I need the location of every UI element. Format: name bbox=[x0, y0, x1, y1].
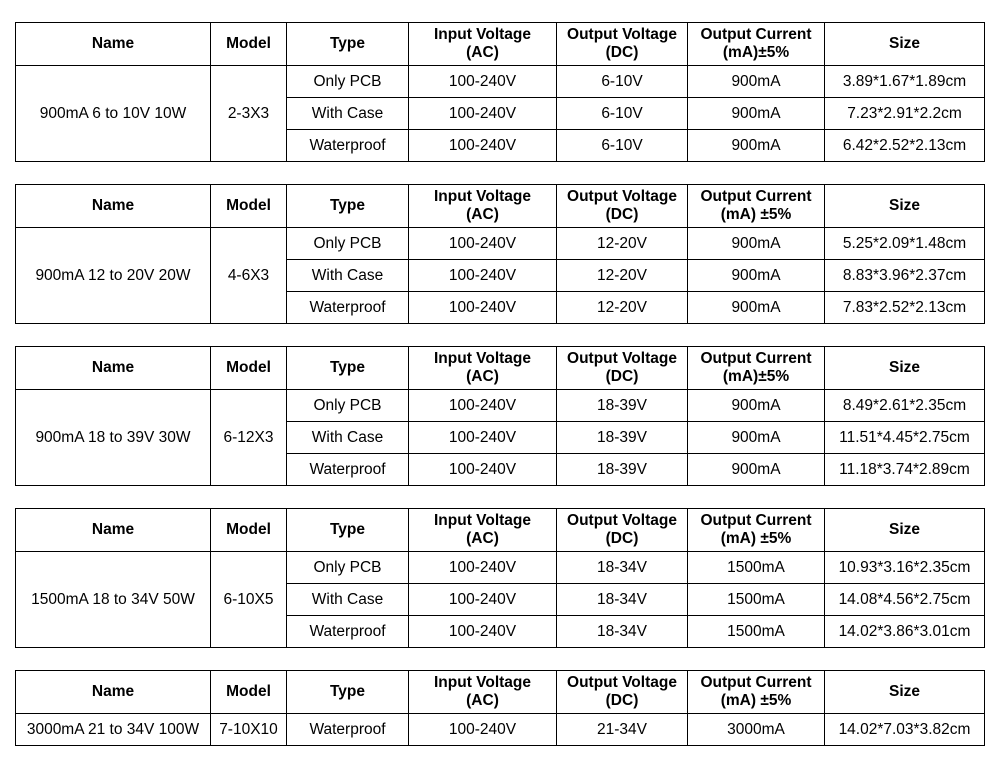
size-cell: 8.49*2.61*2.35cm bbox=[825, 390, 985, 422]
input-voltage-cell: 100-240V bbox=[409, 260, 557, 292]
header-name: Name bbox=[16, 23, 211, 66]
header-output-voltage bbox=[557, 347, 688, 390]
header-model: Model bbox=[211, 347, 287, 390]
header-model: Model bbox=[211, 23, 287, 66]
header-input-voltage-line2: (AC) bbox=[466, 44, 499, 61]
header-input-voltage-line2: (AC) bbox=[466, 530, 499, 547]
output-current-cell: 900mA bbox=[688, 390, 825, 422]
product-model: 4-6X3 bbox=[211, 228, 287, 324]
header-output-voltage-line1: Output Voltage bbox=[567, 188, 677, 205]
output-current-cell: 1500mA bbox=[688, 616, 825, 648]
header-output-current bbox=[688, 509, 825, 552]
type-cell: Only PCB bbox=[287, 66, 409, 98]
product-name: 900mA 12 to 20V 20W bbox=[16, 228, 211, 324]
input-voltage-cell: 100-240V bbox=[409, 454, 557, 486]
size-cell: 5.25*2.09*1.48cm bbox=[825, 228, 985, 260]
header-row bbox=[16, 185, 985, 228]
product-name: 1500mA 18 to 34V 50W bbox=[16, 552, 211, 648]
header-input-voltage bbox=[409, 23, 557, 66]
type-cell: Waterproof bbox=[287, 454, 409, 486]
size-cell: 8.83*3.96*2.37cm bbox=[825, 260, 985, 292]
header-type: Type bbox=[287, 185, 409, 228]
header-row bbox=[16, 671, 985, 714]
size-cell: 7.83*2.52*2.13cm bbox=[825, 292, 985, 324]
input-voltage-cell: 100-240V bbox=[409, 228, 557, 260]
header-type: Type bbox=[287, 23, 409, 66]
header-input-voltage-line1: Input Voltage bbox=[433, 350, 531, 367]
output-current-cell: 1500mA bbox=[688, 584, 825, 616]
input-voltage-cell: 100-240V bbox=[409, 584, 557, 616]
header-output-current-line2: (mA)±5% bbox=[722, 44, 790, 61]
header-type: Type bbox=[287, 347, 409, 390]
header-output-voltage-line1: Output Voltage bbox=[567, 350, 677, 367]
output-voltage-cell: 6-10V bbox=[557, 66, 688, 98]
output-voltage-cell: 12-20V bbox=[557, 260, 688, 292]
header-name: Name bbox=[16, 185, 211, 228]
type-cell: With Case bbox=[287, 260, 409, 292]
input-voltage-cell: 100-240V bbox=[409, 616, 557, 648]
type-cell: With Case bbox=[287, 584, 409, 616]
product-model: 6-10X5 bbox=[211, 552, 287, 648]
output-current-cell: 900mA bbox=[688, 66, 825, 98]
output-voltage-cell: 6-10V bbox=[557, 130, 688, 162]
size-cell: 6.42*2.52*2.13cm bbox=[825, 130, 985, 162]
header-output-voltage-line2: (DC) bbox=[605, 206, 639, 223]
output-current-cell: 3000mA bbox=[688, 714, 825, 746]
output-voltage-cell: 18-34V bbox=[557, 552, 688, 584]
header-input-voltage bbox=[409, 347, 557, 390]
table-row bbox=[16, 390, 985, 422]
header-output-voltage-line2: (DC) bbox=[605, 368, 639, 385]
product-name: 3000mA 21 to 34V 100W bbox=[16, 714, 211, 746]
type-cell: Waterproof bbox=[287, 714, 409, 746]
header-name: Name bbox=[16, 671, 211, 714]
header-output-voltage-line1: Output Voltage bbox=[567, 674, 677, 691]
size-cell: 11.51*4.45*2.75cm bbox=[825, 422, 985, 454]
header-input-voltage bbox=[409, 185, 557, 228]
product-model: 2-3X3 bbox=[211, 66, 287, 162]
header-model: Model bbox=[211, 671, 287, 714]
output-voltage-cell: 12-20V bbox=[557, 292, 688, 324]
size-cell: 3.89*1.67*1.89cm bbox=[825, 66, 985, 98]
header-input-voltage-line1: Input Voltage bbox=[433, 26, 531, 43]
header-model: Model bbox=[211, 509, 287, 552]
spec-table-1 bbox=[15, 22, 985, 162]
header-type: Type bbox=[287, 671, 409, 714]
input-voltage-cell: 100-240V bbox=[409, 422, 557, 454]
header-input-voltage-line2: (AC) bbox=[466, 206, 499, 223]
input-voltage-cell: 100-240V bbox=[409, 390, 557, 422]
type-cell: With Case bbox=[287, 422, 409, 454]
table-row bbox=[16, 228, 985, 260]
input-voltage-cell: 100-240V bbox=[409, 98, 557, 130]
header-output-voltage-line2: (DC) bbox=[605, 44, 639, 61]
header-output-current-line1: Output Current bbox=[700, 188, 812, 205]
output-current-cell: 900mA bbox=[688, 130, 825, 162]
size-cell: 14.02*7.03*3.82cm bbox=[825, 714, 985, 746]
input-voltage-cell: 100-240V bbox=[409, 130, 557, 162]
size-cell: 14.02*3.86*3.01cm bbox=[825, 616, 985, 648]
header-output-voltage bbox=[557, 23, 688, 66]
header-input-voltage-line1: Input Voltage bbox=[433, 674, 531, 691]
header-output-voltage-line2: (DC) bbox=[605, 530, 639, 547]
type-cell: With Case bbox=[287, 98, 409, 130]
type-cell: Only PCB bbox=[287, 228, 409, 260]
output-voltage-cell: 6-10V bbox=[557, 98, 688, 130]
product-model: 6-12X3 bbox=[211, 390, 287, 486]
type-cell: Waterproof bbox=[287, 292, 409, 324]
header-size: Size bbox=[825, 347, 985, 390]
header-output-current-line2: (mA)±5% bbox=[722, 368, 790, 385]
input-voltage-cell: 100-240V bbox=[409, 714, 557, 746]
header-input-voltage-line2: (AC) bbox=[466, 368, 499, 385]
table-row bbox=[16, 66, 985, 98]
header-output-current-line1: Output Current bbox=[700, 674, 812, 691]
header-output-current bbox=[688, 185, 825, 228]
product-name: 900mA 6 to 10V 10W bbox=[16, 66, 211, 162]
header-output-current-line2: (mA) ±5% bbox=[720, 530, 792, 547]
header-size: Size bbox=[825, 23, 985, 66]
header-row bbox=[16, 509, 985, 552]
header-output-current-line2: (mA) ±5% bbox=[720, 206, 792, 223]
header-output-current bbox=[688, 671, 825, 714]
header-name: Name bbox=[16, 509, 211, 552]
product-name: 900mA 18 to 39V 30W bbox=[16, 390, 211, 486]
input-voltage-cell: 100-240V bbox=[409, 292, 557, 324]
product-model: 7-10X10 bbox=[211, 714, 287, 746]
output-current-cell: 900mA bbox=[688, 292, 825, 324]
header-output-current bbox=[688, 347, 825, 390]
size-cell: 14.08*4.56*2.75cm bbox=[825, 584, 985, 616]
input-voltage-cell: 100-240V bbox=[409, 552, 557, 584]
header-row bbox=[16, 23, 985, 66]
spec-table-5 bbox=[15, 670, 985, 746]
header-output-current-line1: Output Current bbox=[700, 350, 812, 367]
header-row bbox=[16, 347, 985, 390]
header-input-voltage-line2: (AC) bbox=[466, 692, 499, 709]
header-input-voltage bbox=[409, 671, 557, 714]
output-voltage-cell: 18-39V bbox=[557, 390, 688, 422]
output-voltage-cell: 18-39V bbox=[557, 422, 688, 454]
spec-table-3 bbox=[15, 346, 985, 486]
header-output-voltage bbox=[557, 509, 688, 552]
header-output-voltage-line2: (DC) bbox=[605, 692, 639, 709]
output-voltage-cell: 21-34V bbox=[557, 714, 688, 746]
header-size: Size bbox=[825, 671, 985, 714]
output-voltage-cell: 18-34V bbox=[557, 616, 688, 648]
header-size: Size bbox=[825, 509, 985, 552]
output-voltage-cell: 18-39V bbox=[557, 454, 688, 486]
output-current-cell: 900mA bbox=[688, 228, 825, 260]
output-voltage-cell: 12-20V bbox=[557, 228, 688, 260]
table-row bbox=[16, 552, 985, 584]
header-output-voltage-line1: Output Voltage bbox=[567, 26, 677, 43]
size-cell: 7.23*2.91*2.2cm bbox=[825, 98, 985, 130]
header-name: Name bbox=[16, 347, 211, 390]
type-cell: Waterproof bbox=[287, 130, 409, 162]
header-output-voltage bbox=[557, 185, 688, 228]
output-current-cell: 900mA bbox=[688, 422, 825, 454]
output-current-cell: 900mA bbox=[688, 98, 825, 130]
header-size: Size bbox=[825, 185, 985, 228]
spec-table-4 bbox=[15, 508, 985, 648]
output-current-cell: 1500mA bbox=[688, 552, 825, 584]
header-output-current-line1: Output Current bbox=[700, 512, 812, 529]
type-cell: Waterproof bbox=[287, 616, 409, 648]
header-output-voltage-line1: Output Voltage bbox=[567, 512, 677, 529]
output-current-cell: 900mA bbox=[688, 260, 825, 292]
output-current-cell: 900mA bbox=[688, 454, 825, 486]
header-output-voltage bbox=[557, 671, 688, 714]
header-output-current bbox=[688, 23, 825, 66]
input-voltage-cell: 100-240V bbox=[409, 66, 557, 98]
size-cell: 10.93*3.16*2.35cm bbox=[825, 552, 985, 584]
header-input-voltage-line1: Input Voltage bbox=[433, 188, 531, 205]
output-voltage-cell: 18-34V bbox=[557, 584, 688, 616]
type-cell: Only PCB bbox=[287, 552, 409, 584]
type-cell: Only PCB bbox=[287, 390, 409, 422]
header-type: Type bbox=[287, 509, 409, 552]
table-row bbox=[16, 714, 985, 746]
header-output-current-line2: (mA) ±5% bbox=[720, 692, 792, 709]
header-model: Model bbox=[211, 185, 287, 228]
header-input-voltage-line1: Input Voltage bbox=[433, 512, 531, 529]
spec-table-2 bbox=[15, 184, 985, 324]
header-input-voltage bbox=[409, 509, 557, 552]
size-cell: 11.18*3.74*2.89cm bbox=[825, 454, 985, 486]
header-output-current-line1: Output Current bbox=[700, 26, 812, 43]
